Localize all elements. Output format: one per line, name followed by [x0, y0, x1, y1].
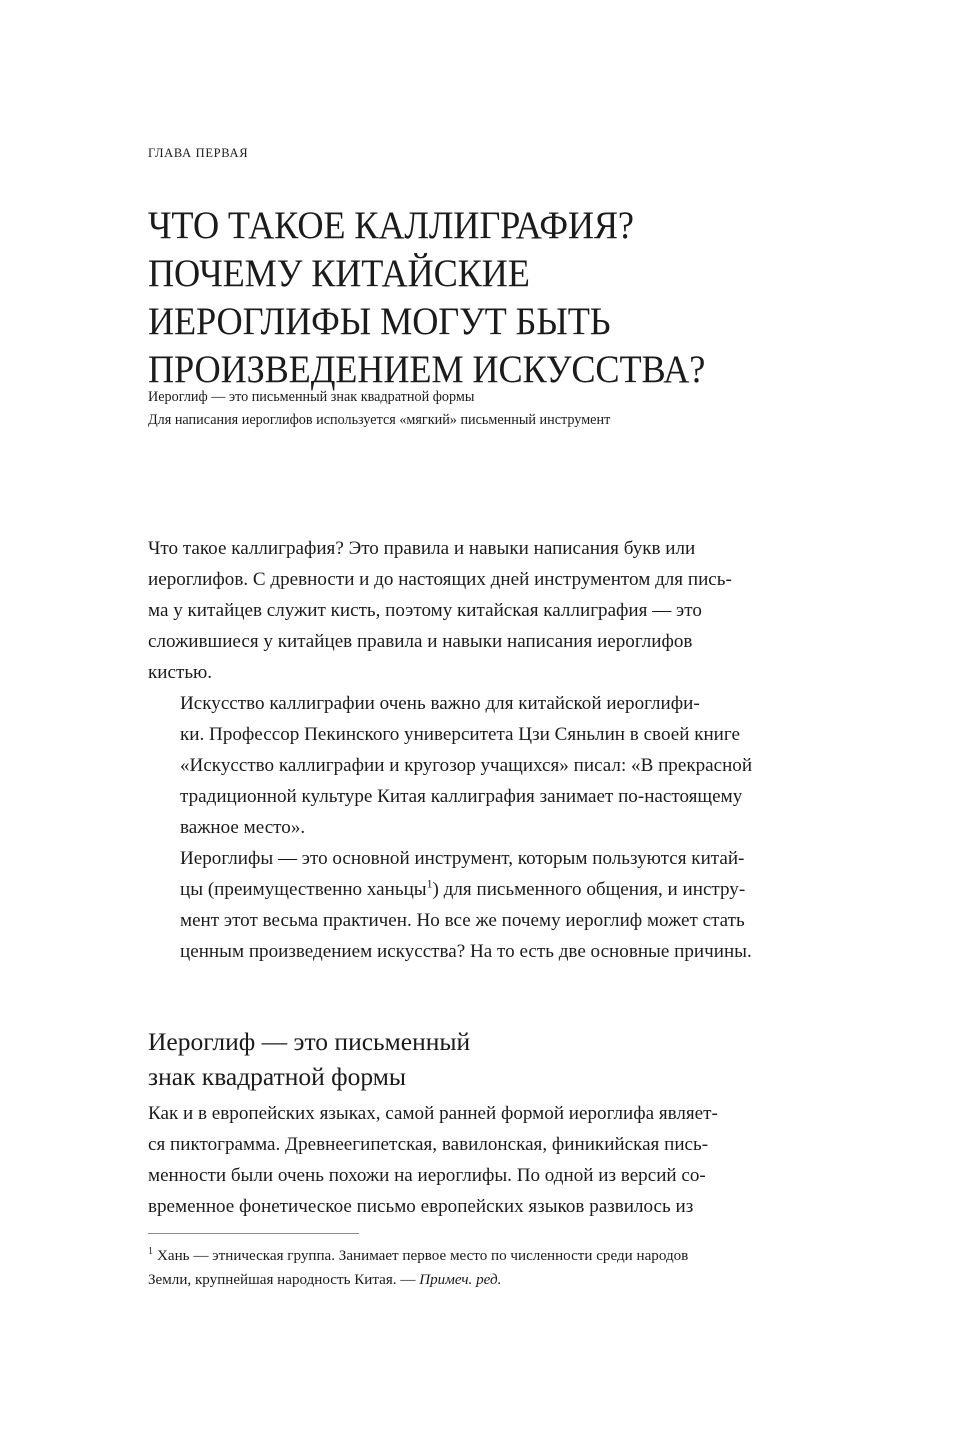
body-copy-block [148, 533, 824, 967]
contents-line: Иероглиф — это письменный знак квадратной формы [148, 389, 475, 405]
text-line: ся пиктограмма. Древнеегипетская, вавилонская, финикийская пись- [148, 1134, 709, 1155]
chapter-title [148, 202, 799, 394]
text-line: важное место». [180, 817, 306, 838]
footnote-line [148, 1268, 824, 1292]
paragraph-3 [148, 843, 824, 967]
footnote-block [148, 1233, 824, 1292]
contents-line: Для написания иероглифов используется «мягкий» письменный инструмент [148, 412, 611, 428]
chapter-title-line: ИЕРОГЛИФЫ МОГУТ БЫТЬ [148, 300, 611, 344]
footnote-reference[interactable]: 1 [426, 876, 433, 891]
chapter-title-line: ПОЧЕМУ КИТАЙСКИЕ [148, 252, 530, 296]
section-paragraph [148, 1098, 824, 1222]
text-line-part: цы (преимущественно ханьцы [180, 879, 427, 900]
text-line [148, 874, 824, 905]
text-line: сложившиеся у китайцев правила и навыки написания иероглифов [148, 631, 693, 652]
text-line-part: ) для письменного общения, и инстру- [432, 879, 746, 900]
footnote-line-text: Хань — этническая группа. Занимает первое место по численности среди народов [156, 1248, 689, 1264]
chapter-title-line: ЧТО ТАКОЕ КАЛЛИГРАФИЯ? [148, 204, 634, 248]
chapter-kicker: ГЛАВА ПЕРВАЯ [148, 146, 249, 160]
section-heading-line: знак квадратной формы [148, 1062, 407, 1092]
paragraph-1 [148, 533, 824, 688]
text-line: временное фонетическое письмо европейских языков развилось из [148, 1196, 694, 1217]
footnote-marker: 1 [148, 1245, 153, 1257]
footnote-text [148, 1244, 824, 1292]
text-line: традиционной культуре Китая каллиграфия занимает по-настоящему [180, 786, 743, 807]
section-body-block [148, 1098, 824, 1222]
chapter-title-line: ПРОИЗВЕДЕНИЕМ ИСКУССТВА? [148, 348, 706, 392]
text-line: Что такое каллиграфия? Это правила и навыки написания букв или [148, 538, 696, 559]
text-line: мент этот весьма практичен. Но все же почему иероглиф может стать [180, 910, 745, 931]
footnote-line [148, 1244, 824, 1268]
text-line: менности были очень похожи на иероглифы. По одной из версий со- [148, 1165, 706, 1186]
text-line: Иероглифы — это основной инструмент, которым пользуются китай- [180, 848, 745, 869]
chapter-contents-list [148, 386, 824, 432]
text-line: Искусство каллиграфии очень важно для китайской иероглифи- [180, 693, 700, 714]
section-heading-line: Иероглиф — это письменный [148, 1027, 471, 1057]
text-line: кистью. [148, 662, 213, 683]
text-line: «Искусство каллиграфии и кругозор учащихся» писал: «В прекрасной [180, 755, 753, 776]
section-heading [148, 1024, 824, 1094]
text-line: иероглифов. С древности и до настоящих дней инструментом для пись- [148, 569, 732, 590]
text-line: ки. Профессор Пекинского университета Цзи Сяньлин в своей книге [180, 724, 740, 745]
footnote-separator-rule [148, 1233, 359, 1234]
text-line: ма у китайцев служит кисть, поэтому китайская каллиграфия — это [148, 600, 702, 621]
footnote-line-text: Земли, крупнейшая народность Китая. — [148, 1272, 420, 1288]
footnote-attribution: Примеч. ред. [419, 1272, 502, 1288]
text-line: ценным произведением искусства? На то есть две основные причины. [180, 941, 752, 962]
paragraph-2 [148, 688, 824, 843]
text-line: Как и в европейских языках, самой ранней формой иероглифа являет- [148, 1103, 718, 1124]
